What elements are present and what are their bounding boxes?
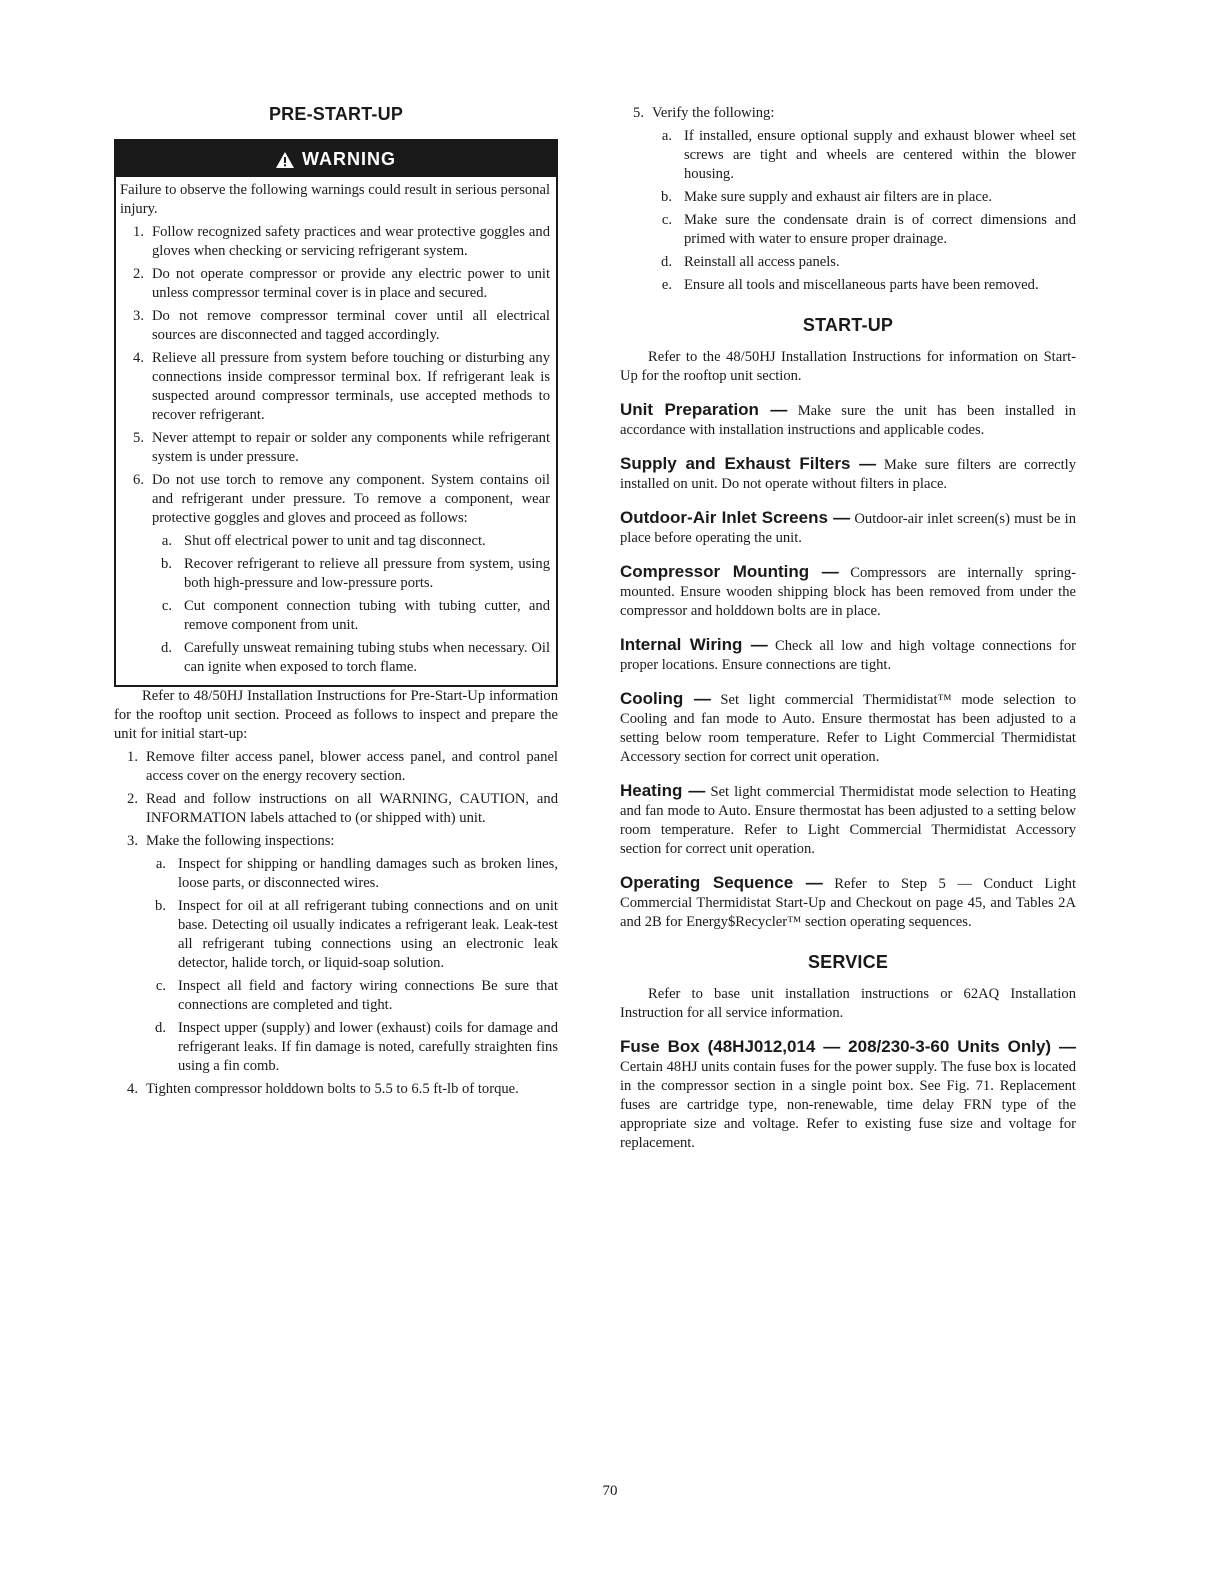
warning-header: [116, 141, 556, 177]
internal-wiring-paragraph: Internal Wiring — Check all low and high voltage connections for proper locations. Ensure connections are tight.: [620, 635, 1076, 673]
step-item: 2. Read and follow instructions on all WARNING, CAUTION, and INFORMATION labels attached to (or shipped with) unit.: [127, 791, 558, 826]
warning-label: WARNING: [302, 149, 396, 169]
compressor-mounting-paragraph: Compressor Mounting — Compressors are internally spring-mounted. Ensure wooden shipping block has been removed from under the compressor and holddown bolts are in place.: [620, 562, 1076, 619]
inspection-item: b. Inspect for oil at all refrigerant tubing connections and on unit base. Detecting oil usually indicates a refrigerant leak. Leak-test all refrigerant tubing connections using an electronic leak detector, halide torch, or liquid-soap solution.: [155, 898, 558, 971]
warning-subitem: b. Recover refrigerant to relieve all pressure from system, using both high-pressure and low-pressure ports.: [161, 556, 550, 591]
inspection-item: c. Inspect all field and factory wiring connections Be sure that connections are completed and tight.: [155, 978, 558, 1013]
warning-box: [114, 139, 558, 687]
warning-item: 1. Follow recognized safety practices and wear protective goggles and gloves when checking or servicing refrigerant system.: [133, 224, 550, 259]
warning-item: 3. Do not remove compressor terminal cover until all electrical sources are disconnected and tagged accordingly.: [133, 308, 550, 343]
step-item: 4. Tighten compressor holddown bolts to 5.5 to 6.5 ft-lb of torque.: [127, 1081, 519, 1097]
verify-item: c. Make sure the condensate drain is of correct dimensions and primed with water to ensure proper drainage.: [661, 212, 1076, 247]
verify-item: d. Reinstall all access panels.: [661, 254, 840, 270]
warning-subitem: d. Carefully unsweat remaining tubing stubs when necessary. Oil can ignite when exposed to torch flame.: [161, 640, 550, 675]
inspection-item: a. Inspect for shipping or handling damages such as broken lines, loose parts, or disconnected wires.: [155, 856, 558, 891]
right-column: [620, 100, 1076, 1153]
step-item: 1. Remove filter access panel, blower access panel, and control panel access cover on the energy recovery section.: [127, 749, 558, 784]
warning-subitem: a. Shut off electrical power to unit and tag disconnect.: [161, 533, 486, 549]
warning-body: [116, 177, 556, 685]
pre-start-intro: Refer to 48/50HJ Installation Instructions for Pre-Start-Up information for the rooftop unit section. Proceed as follows to inspect and prepare the unit for initial start-up:: [114, 688, 558, 742]
pre-start-up-heading: PRE-START-UP: [268, 104, 404, 124]
page-number: 70: [602, 1483, 618, 1499]
verify-item: a. If installed, ensure optional supply and exhaust blower wheel set screws are tight and wheels are centered within the blower housing.: [661, 128, 1076, 182]
warning-item: 4. Relieve all pressure from system before touching or disturbing any connections inside compressor terminal box. If refrigerant leak is suspected around compressor terminals, use accepted methods to recover refrigerant.: [133, 350, 550, 423]
warning-triangle-icon: [276, 152, 294, 168]
cooling-paragraph: Cooling — Set light commercial Thermidistat™ mode selection to Cooling and fan mode to Auto. Ensure thermostat has been adjusted to a setting below room temperature. Refer to Light Commercial Thermidistat Accessory section for correct unit operation.: [620, 689, 1076, 765]
operating-sequence-paragraph: Operating Sequence — Refer to Step 5 — Conduct Light Commercial Thermidistat Start-Up and Checkout on page 45, and Tables 2A and 2B for Energy$Recycler™ section operating sequences.: [620, 873, 1076, 930]
warning-item: 5. Never attempt to repair or solder any components while refrigerant system is under pressure.: [133, 430, 550, 465]
warning-item: 6. Do not use torch to remove any component. System contains oil and refrigerant under pressure. To remove a component, wear protective goggles and gloves and proceed as follows:: [133, 472, 550, 526]
inspection-item: d. Inspect upper (supply) and lower (exhaust) coils for damage and refrigerant leaks. If fin damage is noted, carefully straighten fins using a fin comb.: [155, 1020, 558, 1074]
unit-preparation-paragraph: Unit Preparation — Make sure the unit has been installed in accordance with installation instructions and applicable codes.: [620, 400, 1076, 438]
warning-intro: Failure to observe the following warnings could result in serious personal injury.: [120, 182, 550, 217]
left-column: [114, 100, 558, 1099]
inlet-screens-paragraph: Outdoor-Air Inlet Screens — Outdoor-air inlet screen(s) must be in place before operating the unit.: [620, 508, 1076, 546]
step-item: 5. Verify the following:: [633, 105, 775, 121]
heating-paragraph: Heating — Set light commercial Thermidistat mode selection to Heating and fan mode to Auto. Ensure thermostat has been adjusted to a setting below room temperature. Refer to Light Commercial Thermidistat Accessory section for correct unit operation.: [620, 781, 1076, 857]
warning-item: 2. Do not operate compressor or provide any electric power to unit unless compressor terminal cover is in place and secured.: [133, 266, 550, 301]
start-up-intro: Refer to the 48/50HJ Installation Instructions for information on Start-Up for the rooftop unit section.: [620, 349, 1076, 384]
step-item: 3. Make the following inspections:: [127, 833, 335, 849]
verify-item: b. Make sure supply and exhaust air filters are in place.: [661, 189, 992, 205]
service-heading: SERVICE: [807, 952, 889, 972]
filters-paragraph: Supply and Exhaust Filters — Make sure filters are correctly installed on unit. Do not operate without filters in place.: [620, 454, 1076, 492]
start-up-heading: START-UP: [802, 315, 894, 335]
verify-item: e. Ensure all tools and miscellaneous parts have been removed.: [661, 277, 1039, 293]
fuse-box-paragraph: Fuse Box (48HJ012,014 — 208/230-3-60 Units Only) — Certain 48HJ units contain fuses for the power supply. The fuse box is located in the compressor section in a single point box. See Fig. 71. Replacement fuses are cartridge type, non-renewable, time delay FRN type of the appropriate size and voltage. Refer to existing fuse size and voltage for replacement.: [620, 1037, 1076, 1151]
service-intro: Refer to base unit installation instructions or 62AQ Installation Instruction for all service information.: [620, 986, 1076, 1021]
warning-subitem: c. Cut component connection tubing with tubing cutter, and remove component from unit.: [161, 598, 550, 633]
